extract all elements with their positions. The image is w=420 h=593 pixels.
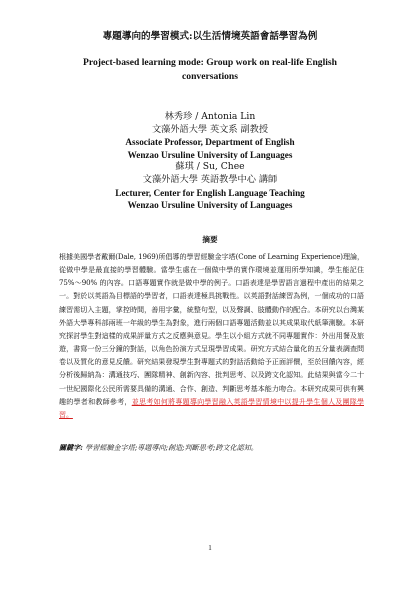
author-1-institution-en: Wenzao Ursuline University of Languages — [127, 149, 293, 160]
abstract-text: 根據美國學者戴爾(Dale, 1969)所倡導的學習經驗金字塔(Cone of Learning Experience)理論，從做中學是最直接的學習體驗。當學生處在一個做中學的實作環境並運用所學知識，學生能記住 75%～90% 的內容。口語專題實作就是做中學的例子。口語表達是學習語言過程中產出的結果之一。對於以英語為目標語的學習者，口語表達極具挑戰性。以英語對話練習為例，一個成功的口語練習需切入主題，掌控時間，善用字彙，統整句型，以及聲調、肢體動作的配合。本研究以台灣某外語大學專科部兩班一年級的學生為對象，進行兩個口語專題活動並以其成果取代紙筆測驗。本研究探討學生對這樣的成果評量方式之反應與意見。學生以小組方式就不同專題實作：外出用餐及旅遊，書寫一份三分鐘的對話，以角色扮演方式呈現學習成果。研究方式結合量化的五分量表調查問卷以及質化的意見反饋。研究結果發現學生對專題式的對話活動給予正面評價，至於回饋內容，經分析後歸納為：溝通技巧、團隊精神、創新內容、批判思考、以及跨文化認知。此結果與當今二十一世紀國際化公民所需要具備的溝通、合作、創造、判斷思考基本能力吻合。本研究成果可供有興趣的學者和教師參考， — [59, 252, 364, 406]
title-english — [60, 56, 360, 84]
author-1-affiliation-zh: 文藻外語大學 英文系 副教授 — [151, 123, 269, 135]
title-english-line2: conversations — [182, 71, 238, 82]
author-1-title-en: Associate Professor, Department of English — [125, 137, 295, 148]
abstract-body — [59, 250, 364, 421]
keywords-text: 學習經驗金字塔;專題導向;創造;判斷思考;跨文化認知。 — [82, 443, 258, 452]
title-english-line1: Project-based learning mode: Group work on real-life English — [83, 57, 337, 68]
author-block — [0, 111, 420, 212]
abstract-heading: 摘要 — [202, 235, 218, 244]
page-number: 1 — [208, 544, 212, 552]
author-2-affiliation-zh: 文藻外語大學 英語教學中心 講師 — [142, 173, 278, 185]
keywords — [59, 443, 364, 453]
author-2-title-en: Lecturer, Center for English Language Teaching — [115, 187, 305, 198]
author-2-name: 蘇琪 / Su, Chee — [175, 161, 245, 173]
author-2-institution-en: Wenzao Ursuline University of Languages — [127, 200, 293, 211]
author-1-name: 林秀珍 / Antonia Lin — [164, 111, 256, 122]
abstract-highlighted-text: 並思考如何將專題導向學習融入英語學習情境中以提升學生個人及團隊學習。 — [59, 396, 364, 419]
keywords-label: 關鍵字: — [59, 443, 83, 452]
title-chinese: 專題導向的學習模式:以生活情境英語會話學習為例 — [102, 31, 318, 42]
